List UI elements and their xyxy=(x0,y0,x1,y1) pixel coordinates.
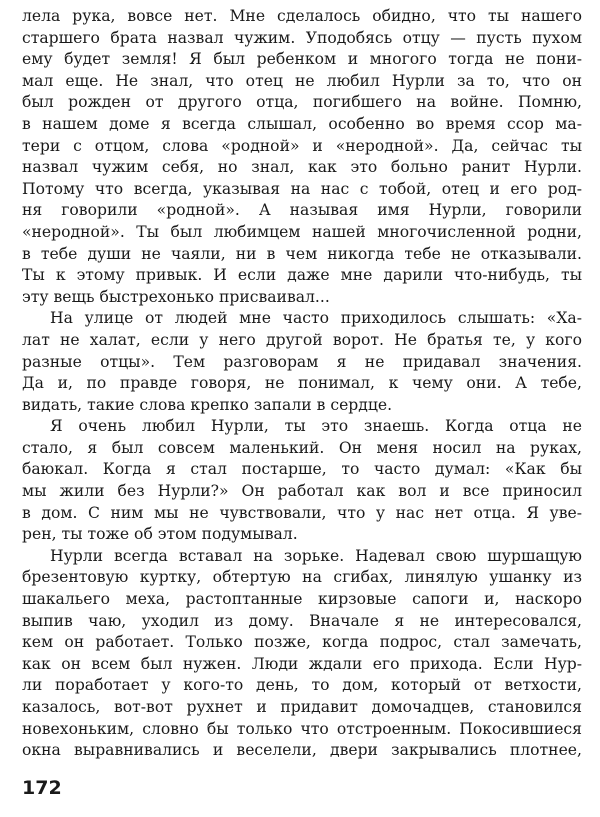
text-line: в тебе души не чаяли, ни в чем никогда тебе не отказывали. xyxy=(22,244,582,263)
text-line: Нурли всегда вставал на зорьке. Надевал свою шуршащую xyxy=(50,546,582,565)
text-line: эту вещь быстрехонько присваивал... xyxy=(22,287,330,306)
paragraph-3 xyxy=(22,416,582,546)
text-line: в нашем доме я всегда слышал, особенно во время ссор ма- xyxy=(22,114,582,133)
text-line: ему будет земля! Я был ребенком и многого тогда не пони- xyxy=(22,50,582,69)
text-line: брезентовую куртку, обтертую на сгибах, линялую ушанку из xyxy=(22,568,582,587)
text-line: Ты к этому привык. И если даже мне дарили что-нибудь, ты xyxy=(22,266,582,285)
text-line: мы жили без Нурли?» Он работал как вол и все приносил xyxy=(22,482,582,501)
text-line: лела рука, вовсе нет. Мне сделалось обидно, что ты нашего xyxy=(22,7,582,25)
page-body xyxy=(22,6,582,762)
text-line: видать, такие слова крепко запали в сердце. xyxy=(22,395,393,414)
text-line: назвал чужим себя, но знал, как это больно ранит Нурли. xyxy=(22,158,582,177)
text-line: На улице от людей мне часто приходилось слышать: «Ха- xyxy=(50,309,582,328)
paragraph-4 xyxy=(22,546,582,762)
text-line: стало, я был совсем маленький. Он меня носил на руках, xyxy=(22,438,582,457)
text-line: рен, ты тоже об этом подумывал. xyxy=(22,525,298,544)
text-line: кем он работает. Только позже, когда подрос, стал замечать, xyxy=(22,633,582,652)
text-line: ли поработает у кого-то день, то дом, который от ветхости, xyxy=(22,676,582,695)
text-line: разные отцы». Тем разговорам я не придавал значения. xyxy=(22,352,582,371)
text-line: тери с отцом, слова «родной» и «неродной». Да, сейчас ты xyxy=(22,136,582,155)
text-line: Я очень любил Нурли, ты это знаешь. Когда отца не xyxy=(50,417,582,436)
text-line: мал еще. Не знал, что отец не любил Нурли за то, что он xyxy=(22,71,582,90)
text-line: лат не халат, если у него другой ворот. Не братья те, у кого xyxy=(22,330,582,349)
paragraph-1 xyxy=(22,6,582,308)
text-line: «неродной». Ты был любимцем нашей многочисленной родни, xyxy=(22,222,582,241)
text-line: Потому что всегда, указывая на нас с тобой, отец и его род- xyxy=(22,179,582,198)
text-line: был рожден от другого отца, погибшего на войне. Помню, xyxy=(22,93,582,112)
text-line: баюкал. Когда я стал постарше, то часто думал: «Как бы xyxy=(22,460,582,479)
text-line: казалось, вот-вот рухнет и придавит домочадцев, становился xyxy=(22,698,582,716)
text-line: окна выравнивались и веселели, двери закрывались плотнее, xyxy=(22,741,582,760)
text-line: выпив чаю, уходил из дому. Вначале я не интересовался, xyxy=(22,611,582,630)
text-line: Да и, по правде говоря, не понимал, к чему они. А тебе, xyxy=(22,374,582,393)
text-line: в дом. С ним мы не чувствовали, что у нас нет отца. Я уве- xyxy=(22,503,582,522)
text-line: старшего брата назвал чужим. Уподобясь отцу — пусть пухом xyxy=(22,28,582,47)
text-line: шакальего меха, растоптанные кирзовые сапоги и, наскоро xyxy=(22,590,582,609)
paragraph-2 xyxy=(22,308,582,416)
text-line: ня говорили «родной». А называя имя Нурли, говорили xyxy=(22,201,582,220)
page-number: 172 xyxy=(22,777,62,799)
text-line: новехоньким, словно бы только что отстроенным. Покосившиеся xyxy=(22,719,582,738)
text-line: как он всем был нужен. Люди ждали его прихода. Если Нур- xyxy=(22,654,582,673)
